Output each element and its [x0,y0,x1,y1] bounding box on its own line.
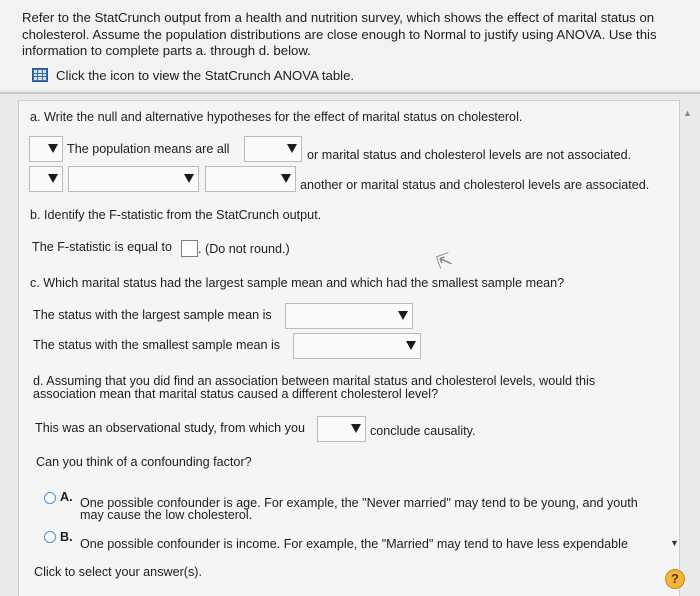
f-statistic-input[interactable] [181,240,198,257]
scroll-down-icon[interactable]: ▼ [670,538,679,548]
part-d-question-line-1: d. Assuming that you did find an association between marital status and cholesterol levels, would this [33,374,596,388]
confounder-question: Can you think of a confounding factor? [36,455,252,469]
dropdown-arrow-icon [398,311,408,320]
option-b-line-1[interactable]: One possible confounder is income. For example, the "Married" may tend to have less expendable [80,537,628,551]
row1-text-2: or marital status and cholesterol levels are not associated. [307,148,632,162]
part-d-question-line-2: association mean that marital status caused a different cholesterol level? [33,387,439,401]
dropdown-arrow-icon [48,144,58,153]
row2-text: another or marital status and cholesterol levels are associated. [300,178,650,192]
row1-text-1: The population means are all [67,142,230,156]
part-a-question: a. Write the null and alternative hypotheses for the effect of marital status on cholesterol. [30,110,523,124]
part-c-question: c. Which marital status had the largest sample mean and which had the smallest sample mean? [30,276,565,290]
dropdown-arrow-icon [287,144,297,153]
observational-prefix: This was an observational study, from which you [35,421,305,435]
f-statistic-suffix: . (Do not round.) [198,242,290,256]
help-icon[interactable]: ? [665,569,685,589]
smallest-mean-label: The status with the smallest sample mean is [33,338,281,352]
dropdown-arrow-icon [48,174,58,183]
observational-suffix: conclude causality. [370,424,476,438]
statcrunch-link[interactable] [32,66,354,84]
mouse-cursor-icon: ⇱ [433,249,455,274]
question-header [0,0,700,90]
statcrunch-link-label[interactable]: Click the icon to view the StatCrunch ANOVA table. [56,67,355,83]
intro-text [22,10,682,60]
option-a-line-1[interactable]: One possible confounder is age. For example, the "Never married" may tend to be young, and youth [80,496,638,510]
largest-mean-label: The status with the largest sample mean is [33,308,272,322]
smallest-mean-dropdown[interactable] [293,333,421,359]
hypothesis-1-dropdown[interactable] [29,136,63,162]
part-b-question: b. Identify the F-statistic from the StatCrunch output. [30,208,322,222]
dropdown-arrow-icon [281,174,291,183]
option-b-letter[interactable]: B. [60,530,73,544]
footer-instruction: Click to select your answer(s). [34,565,202,579]
intro-line-2: cholesterol. Assume the population distributions are close enough to Normal to justify using ANOVA. Use this [22,26,657,42]
option-a-radio[interactable] [44,492,56,504]
scroll-up-icon[interactable]: ▲ [683,108,692,118]
dropdown-arrow-icon [406,341,416,350]
dropdown-arrow-icon [184,174,194,183]
option-a-line-2[interactable]: may cause the low cholesterol. [80,508,253,522]
option-a-letter[interactable]: A. [60,490,73,504]
statcrunch-table-icon[interactable] [32,68,48,82]
scrollbar[interactable] [680,100,700,595]
intro-line-1: Refer to the StatCrunch output from a health and nutrition survey, which shows the effect of marital status on [22,10,655,25]
largest-mean-dropdown[interactable] [285,303,413,329]
alt-relation-dropdown[interactable] [205,166,296,192]
means-relation-dropdown[interactable] [244,136,302,162]
dropdown-arrow-icon [351,424,361,433]
causality-dropdown[interactable] [317,416,366,442]
header-divider [0,92,700,94]
alt-means-dropdown[interactable] [68,166,199,192]
hypothesis-2-dropdown[interactable] [29,166,63,192]
f-statistic-prefix: The F-statistic is equal to [32,240,172,254]
option-b-radio[interactable] [44,531,56,543]
intro-line-3: information to complete parts a. through d. below. [22,43,311,58]
